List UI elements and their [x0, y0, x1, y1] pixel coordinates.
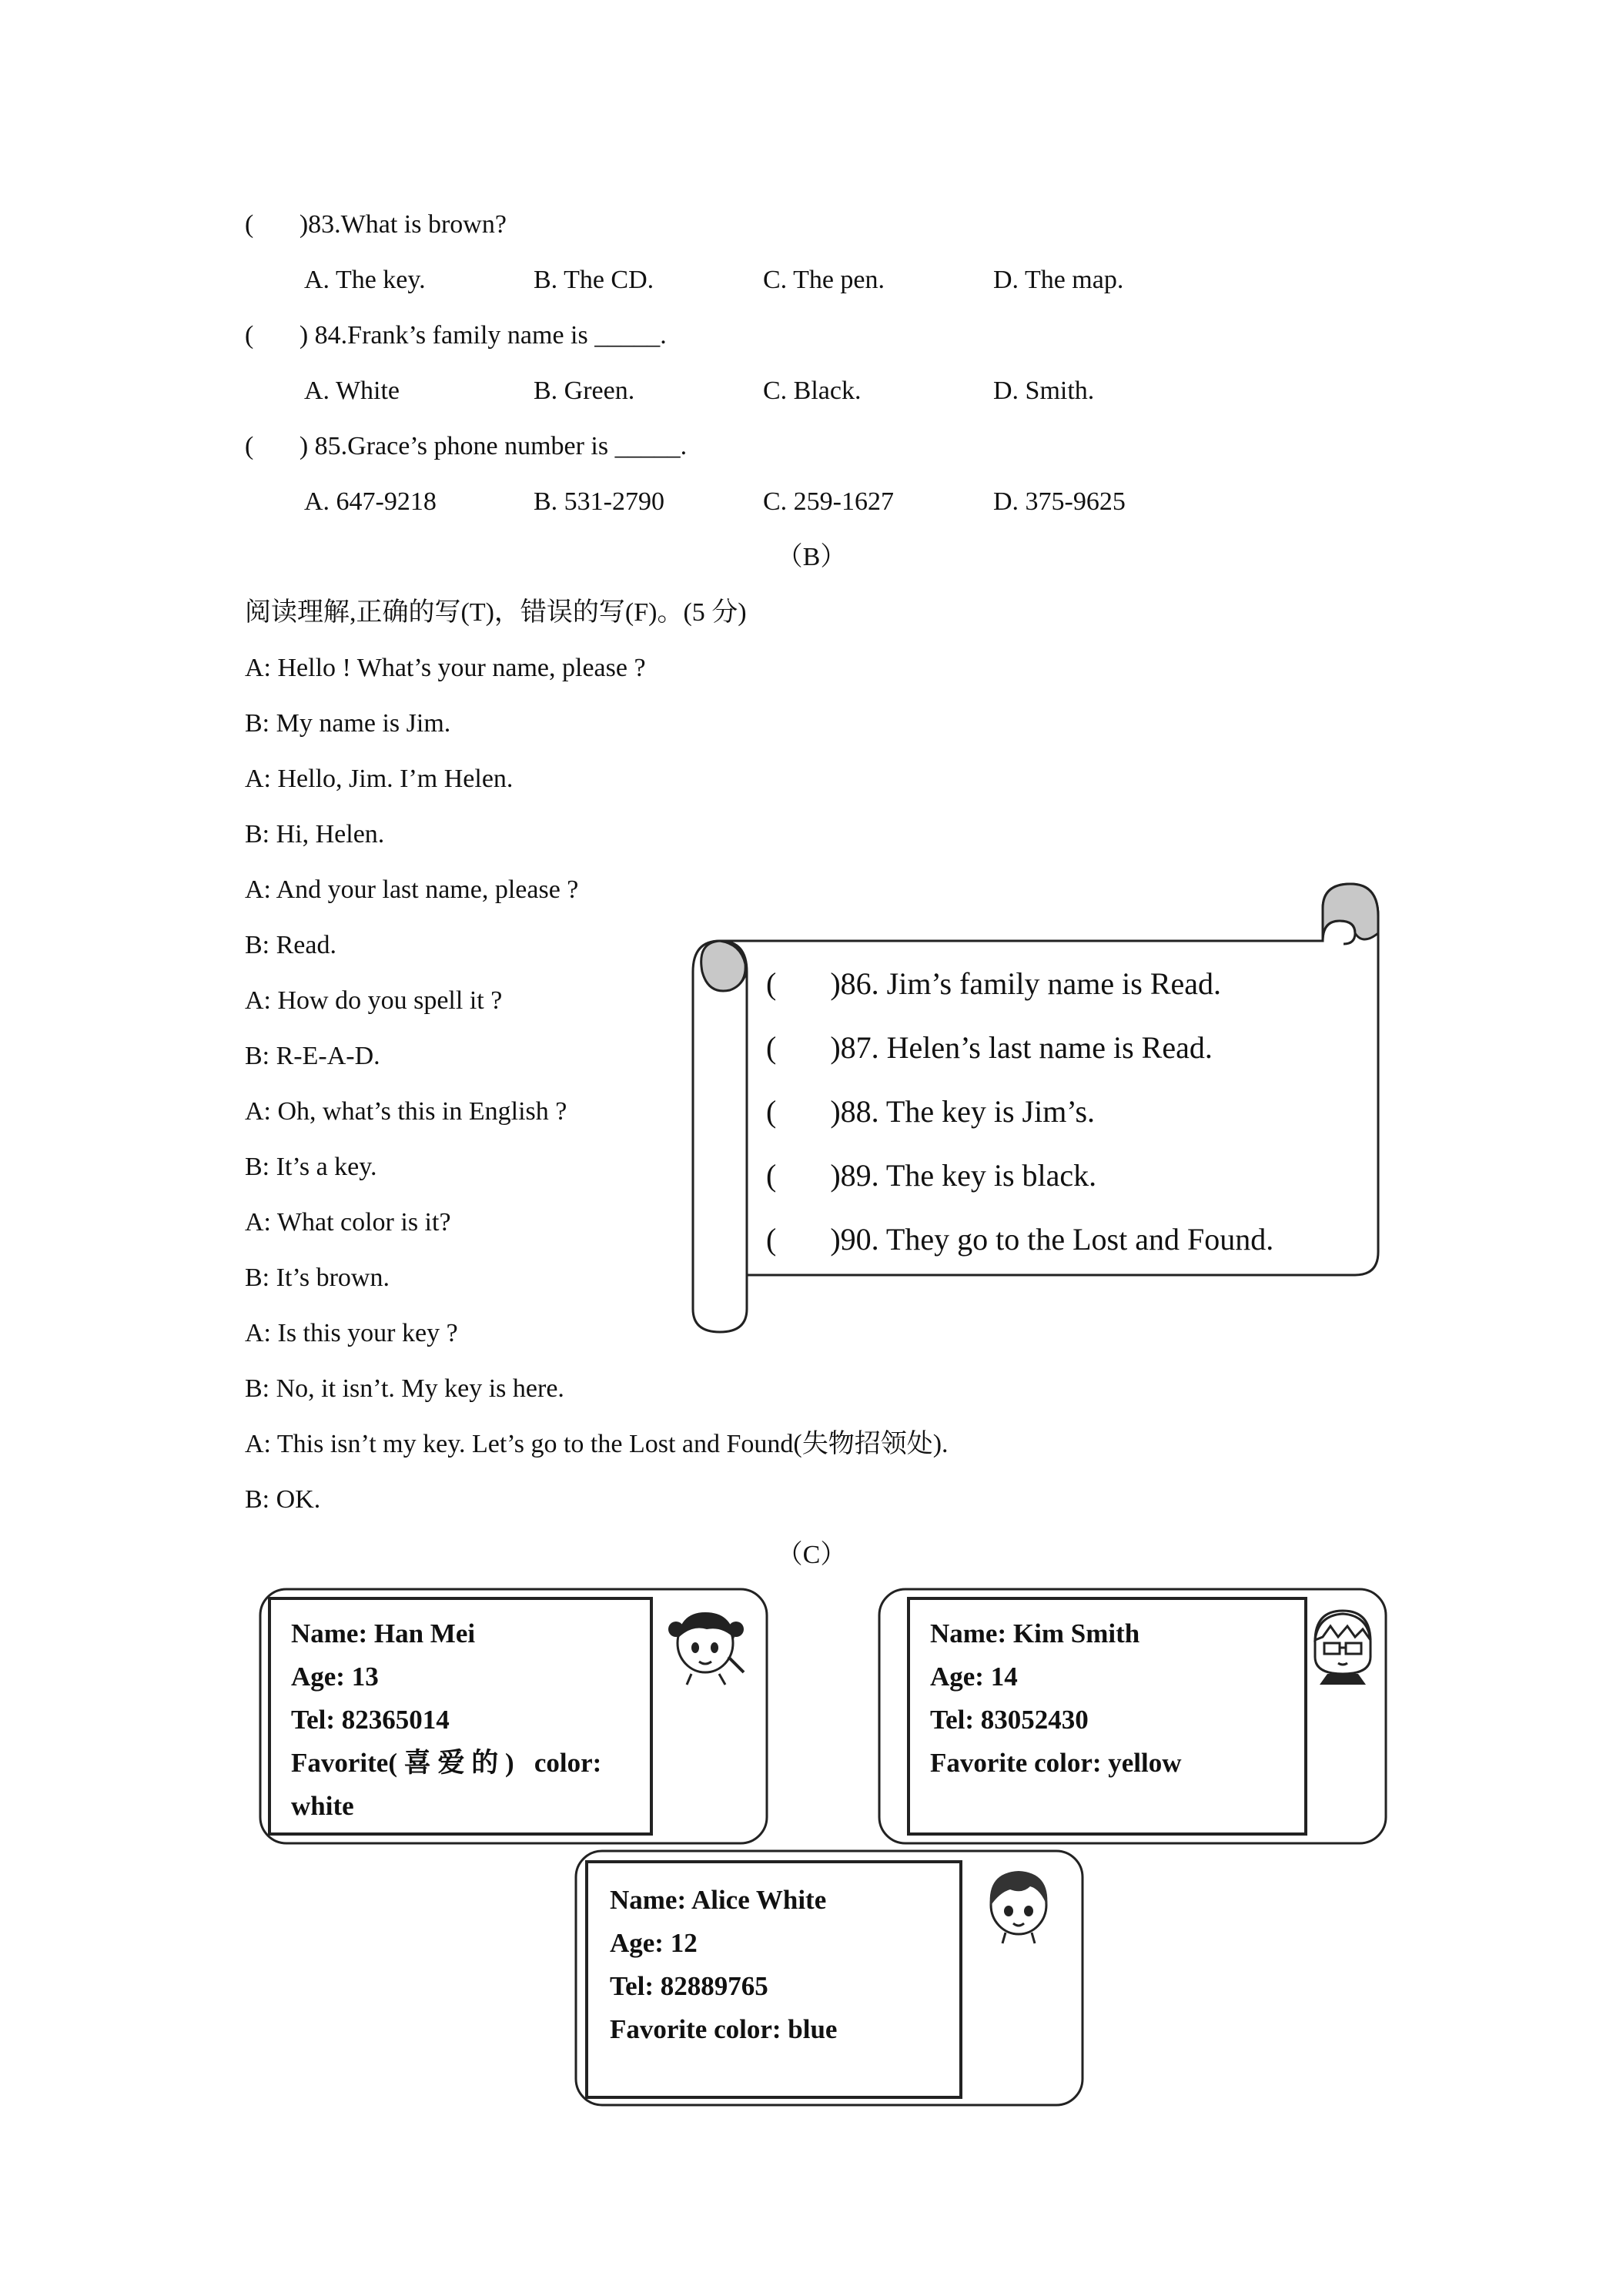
dialogue-line: A: And your last name, please ? [245, 875, 579, 904]
option-83-d: D. The map. [993, 266, 1124, 294]
card-age: Age: 14 [930, 1662, 1018, 1692]
statement-87: ( )87. Helen’s last name is Read. [766, 1030, 1213, 1065]
question-text: What is brown? [340, 210, 507, 239]
card-tel: Tel: 83052430 [930, 1705, 1089, 1735]
option-84-c: C. Black. [763, 377, 862, 405]
option-83-b: B. The CD. [534, 266, 654, 294]
question-text: Frank’s family name is _____. [347, 321, 667, 350]
section-b-instruction: 阅读理解,正确的写(T)，错误的写(F)。(5 分) [245, 598, 747, 627]
option-84-d: D. Smith. [993, 377, 1095, 405]
section-c-heading: （C） [776, 1541, 847, 1569]
card-tel: Tel: 82889765 [610, 1971, 768, 2001]
card-color: Favorite( 喜 爱 的 ) color: [291, 1748, 602, 1778]
dialogue-line: A: Oh, what’s this in English ? [245, 1097, 567, 1126]
dialogue-line: B: Read. [245, 931, 336, 959]
card-age: Age: 13 [291, 1662, 379, 1692]
dialogue-line: B: My name is Jim. [245, 709, 451, 738]
option-84-a: A. White [304, 377, 400, 405]
card-name: Name: Alice White [610, 1885, 827, 1915]
dialogue-line: B: No, it isn’t. My key is here. [245, 1374, 564, 1403]
statement-88: ( )88. The key is Jim’s. [766, 1094, 1096, 1129]
profile-card-han-mei [291, 1612, 645, 1828]
question-prefix: ( )83. [245, 210, 341, 239]
dialogue-line: B: It’s a key. [245, 1153, 377, 1181]
statement-90: ( )90. They go to the Lost and Found. [766, 1222, 1274, 1257]
card-tel: Tel: 82365014 [291, 1705, 450, 1735]
option-85-d: D. 375-9625 [993, 487, 1126, 516]
dialogue-line: A: Hello ! What’s your name, please ? [245, 654, 646, 682]
option-85-c: C. 259-1627 [763, 487, 894, 516]
dialogue-line: A: Hello, Jim. I’m Helen. [245, 765, 514, 793]
card-age: Age: 12 [610, 1928, 698, 1958]
statement-86: ( )86. Jim’s family name is Read. [766, 966, 1222, 1001]
boy-glasses-avatar-icon [1304, 1603, 1381, 1688]
card-color-value: white [291, 1791, 354, 1821]
card-color: Favorite color: blue [610, 2014, 838, 2044]
question-prefix: ( ) 85. [245, 432, 348, 460]
dialogue-line: A: What color is it? [245, 1208, 451, 1237]
statement-89: ( )89. The key is black. [766, 1158, 1097, 1193]
profile-card-kim-smith [930, 1612, 1292, 1785]
question-text: Grace’s phone number is _____. [347, 432, 688, 460]
dialogue-line: B: R-E-A-D. [245, 1042, 380, 1070]
short-hair-avatar-icon [976, 1863, 1061, 1948]
dialogue-line: B: It’s brown. [245, 1263, 390, 1292]
card-color: Favorite color: yellow [930, 1748, 1182, 1778]
card-name: Name: Kim Smith [930, 1618, 1140, 1648]
option-84-b: B. Green. [534, 377, 635, 405]
profile-card-alice-white [610, 1879, 949, 2051]
question-85 [245, 431, 687, 462]
question-prefix: ( ) 84. [245, 321, 348, 350]
dialogue-line: A: How do you spell it ? [245, 986, 503, 1015]
card-name: Name: Han Mei [291, 1618, 476, 1648]
dialogue-line: A: This isn’t my key. Let’s go to the Lost and Found(失物招领处). [245, 1430, 949, 1458]
option-85-a: A. 647-9218 [304, 487, 437, 516]
option-83-a: A. The key. [304, 266, 426, 294]
dialogue-line: B: Hi, Helen. [245, 820, 385, 848]
dialogue-line: B: OK. [245, 1485, 321, 1514]
section-b-heading: （B） [776, 543, 847, 571]
question-84 [245, 320, 667, 351]
question-83 [245, 209, 507, 240]
option-83-c: C. The pen. [763, 266, 885, 294]
option-85-b: B. 531-2790 [534, 487, 664, 516]
girl-avatar-icon [661, 1603, 753, 1688]
dialogue-line: A: Is this your key ? [245, 1319, 458, 1347]
